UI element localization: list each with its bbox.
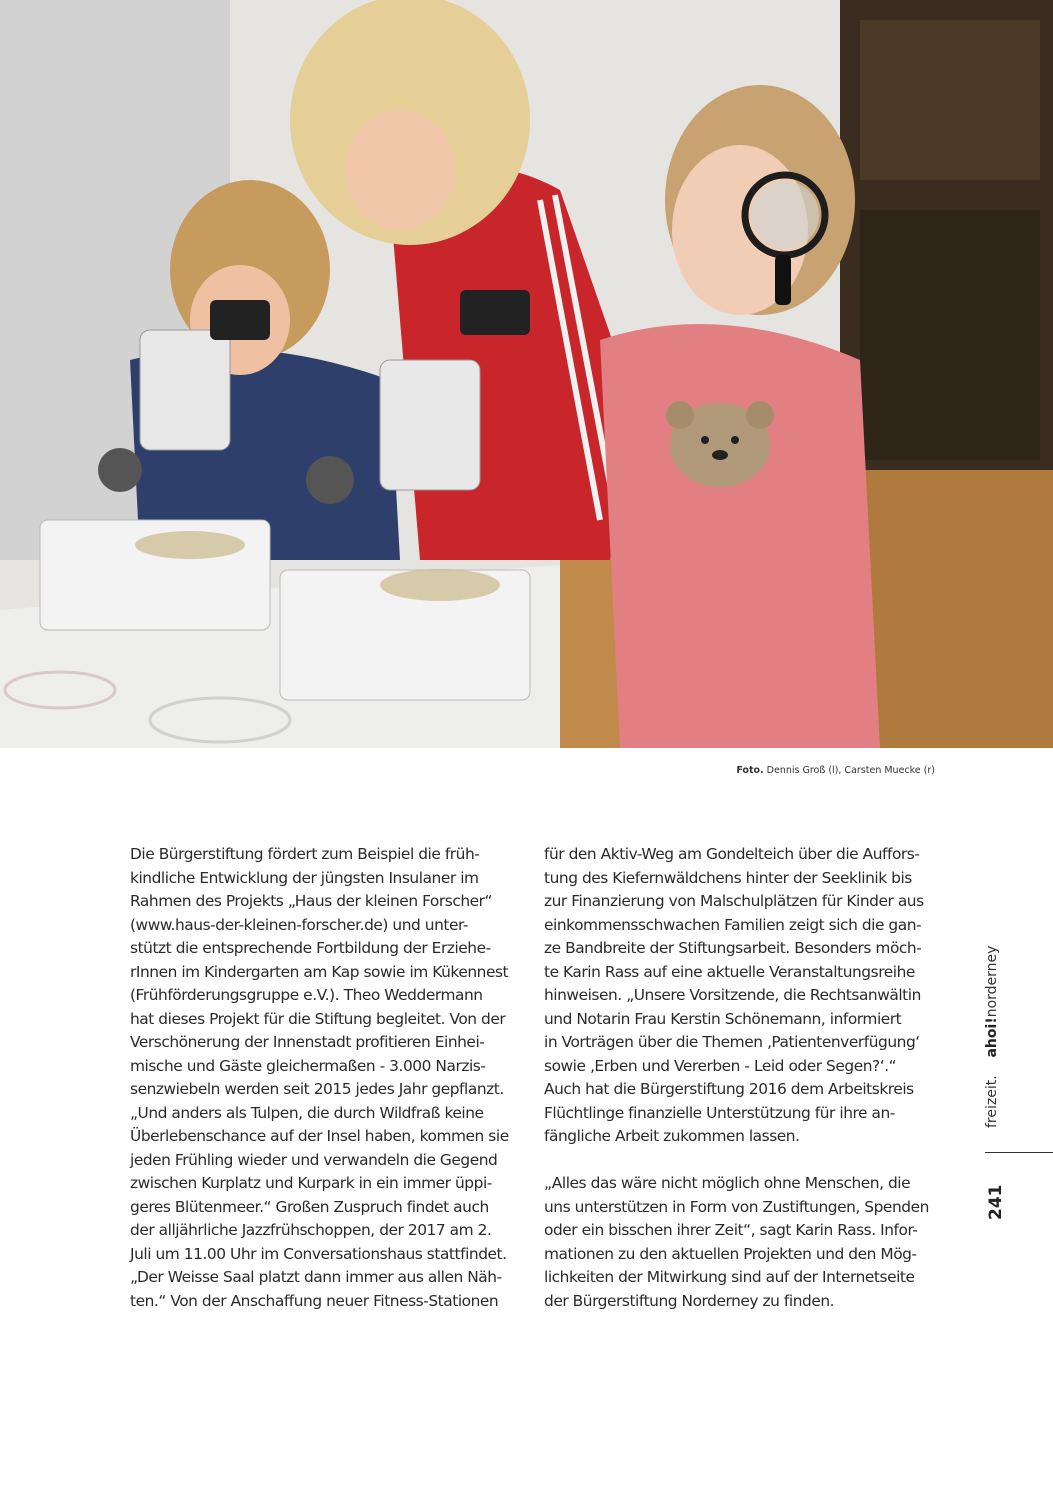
text-line: oder ein bisschen ihrer Zeit“, sagt Karin Rass. Infor- <box>544 1221 918 1239</box>
credit-label: Foto. <box>736 765 764 776</box>
text-line: „Alles das wäre nicht möglich ohne Menschen, die <box>544 1174 911 1192</box>
text-line: hinweisen. „Unsere Vorsitzende, die Rechtsanwältin <box>544 986 921 1004</box>
text-line: in Vorträgen über die Themen ‚Patientenverfügung‘ <box>544 1033 920 1051</box>
text-line: Verschönerung der Innenstadt profitieren Einhei- <box>130 1033 485 1051</box>
text-line: Juli um 11.00 Uhr im Conversationshaus stattfindet. <box>130 1244 507 1263</box>
sidebar-divider <box>985 1152 1053 1153</box>
page-number: 241 <box>986 1184 1006 1220</box>
brand-bold: ahoi! <box>984 1017 1000 1058</box>
text-line: (www.haus-der-kleinen-forscher.de) und unter- <box>130 915 468 934</box>
text-line: (Frühförderungsgruppe e.V.). Theo Weddermann <box>130 986 483 1004</box>
text-line: Überlebenschance auf der Insel haben, kommen sie <box>130 1127 509 1145</box>
text-line: mische und Gäste gleichermaßen - 3.000 Narzis- <box>130 1056 486 1075</box>
text-line: der alljährliche Jazzfrühschoppen, der 2017 am 2. <box>130 1221 492 1239</box>
text-line: Rahmen des Projekts „Haus der kleinen Forscher“ <box>130 892 493 910</box>
text-line: hat dieses Projekt für die Stiftung begleitet. Von der <box>130 1009 506 1028</box>
section-name: freizeit. <box>984 1075 1000 1128</box>
text-line: lichkeiten der Mitwirkung sind auf der Internetseite <box>544 1268 915 1286</box>
text-line: „Der Weisse Saal platzt dann immer aus allen Näh- <box>130 1268 502 1286</box>
text-line: Auch hat die Bürgerstiftung 2016 dem Arbeitskreis <box>544 1080 914 1098</box>
text-line: kindliche Entwicklung der jüngsten Insulaner im <box>130 868 479 887</box>
text-line: geres Blütenmeer.“ Großen Zuspruch findet auch <box>130 1197 489 1216</box>
text-line: Flüchtlinge finanzielle Unterstützung für ihre an- <box>544 1103 895 1122</box>
text-line: zwischen Kurplatz und Kurpark in ein immer üppi- <box>130 1174 492 1192</box>
credit-text: Dennis Groß (l), Carsten Muecke (r) <box>763 765 935 776</box>
text-line: zur Finanzierung von Malschulplätzen für Kinder aus <box>544 892 924 910</box>
paragraph-gap <box>544 1149 948 1173</box>
text-line: senzwiebeln werden seit 2015 jedes Jahr gepflanzt. <box>130 1080 504 1098</box>
text-line: uns unterstützen in Form von Zustiftungen, Spenden <box>544 1197 929 1216</box>
text-line: ten.“ Von der Anschaffung neuer Fitness-Stationen <box>130 1291 499 1310</box>
photo-credit <box>736 765 935 776</box>
text-line: für den Aktiv-Weg am Gondelteich über die Auffors- <box>544 845 920 863</box>
article-column-2 <box>544 843 948 1313</box>
text-line: jeden Frühling wieder und verwandeln die Gegend <box>130 1150 498 1169</box>
text-line: te Karin Rass auf eine aktuelle Veranstaltungsreihe <box>544 962 915 981</box>
text-line: einkommensschwachen Familien zeigt sich die gan- <box>544 915 922 934</box>
text-line: stützt die entsprechende Fortbildung der Erziehe- <box>130 939 491 957</box>
section-label <box>984 946 1000 1128</box>
text-line: sowie ‚Erben und Vererben - Leid oder Segen?‘.“ <box>544 1056 897 1075</box>
text-line: Die Bürgerstiftung fördert zum Beispiel die früh- <box>130 845 480 863</box>
text-line: der Bürgerstiftung Norderney zu finden. <box>544 1291 835 1310</box>
text-line: rInnen im Kindergarten am Kap sowie im Kükennest <box>130 962 509 981</box>
text-line: fängliche Arbeit zukommen lassen. <box>544 1127 800 1145</box>
article-column-1 <box>130 843 534 1313</box>
text-line: ze Bandbreite der Stiftungsarbeit. Besonders möch- <box>544 939 922 957</box>
brand-rest: norderney <box>984 945 1000 1018</box>
text-line: „Und anders als Tulpen, die durch Wildfraß keine <box>130 1103 484 1122</box>
text-line: tung des Kiefernwäldchens hinter der Seeklinik bis <box>544 868 912 887</box>
text-line: mationen zu den aktuellen Projekten und den Mög- <box>544 1244 917 1263</box>
text-line: und Notarin Frau Kerstin Schönemann, informiert <box>544 1009 902 1028</box>
